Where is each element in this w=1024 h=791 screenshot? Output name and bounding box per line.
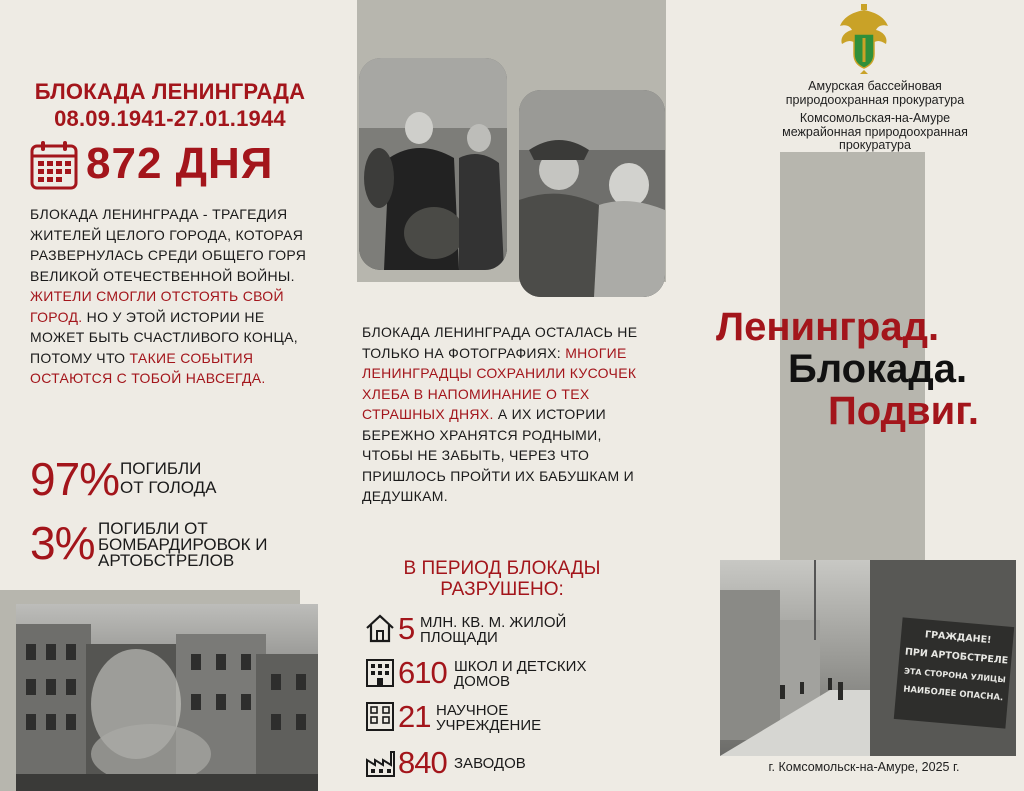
- destroyed-label-line1: ЗАВОДОВ: [454, 755, 526, 772]
- institution-building-icon: [364, 700, 396, 732]
- intro-text-2: НО У ЭТОЙ ИСТОРИИ НЕ МОЖЕТ БЫТЬ СЧАСТЛИВОГО КОНЦА, ПОТОМУ ЧТО: [30, 308, 298, 366]
- stat-value: 3%: [30, 517, 95, 569]
- destroyed-item-schools: [364, 656, 654, 690]
- destroyed-label-line2: ДОМОВ: [454, 673, 510, 690]
- period-title-line2: РАЗРУШЕНО:: [440, 579, 564, 600]
- middle-highlight: МНОГИЕ ЛЕНИНГРАДЦЫ СОХРАНИЛИ КУСОЧЕК ХЛЕБА В НАПОМИНАНИЕ О ТЕХ СТРАШНЫХ ДНЯХ.: [362, 344, 637, 422]
- destroyed-label-line1: ШКОЛ И ДЕТСКИХ: [454, 658, 587, 675]
- slogan-line2: Блокада.: [788, 347, 968, 391]
- factory-icon: [364, 746, 396, 778]
- school-building-icon: [364, 656, 396, 688]
- destroyed-value: 610: [398, 655, 447, 690]
- org-name-2: [740, 112, 1010, 153]
- destroyed-value: 5: [398, 611, 415, 646]
- destroyed-label-line1: МЛН. КВ. М. ЖИЛОЙ: [420, 614, 567, 631]
- sign-line3: ЭТА СТОРОНА УЛИЦЫ: [903, 666, 1007, 685]
- destroyed-label-line1: НАУЧНОЕ: [436, 702, 509, 719]
- slogan-line3: Подвиг.: [828, 389, 979, 433]
- photo-street-warning-sign: [720, 560, 1016, 756]
- title: БЛОКАДА ЛЕНИНГРАДА: [34, 79, 306, 104]
- org-name-2-line2: межрайонная природоохранная: [782, 124, 968, 139]
- sign-line4: НАИБОЛЕЕ ОПАСНА.: [902, 684, 1004, 704]
- stat-label-line2: ОТ ГОЛОДА: [120, 478, 217, 497]
- days-counter: [30, 138, 320, 192]
- destroyed-item-housing: [364, 612, 654, 646]
- footer-caption: г. Комсомольск-на-Амуре, 2025 г.: [768, 760, 960, 774]
- middle-text-2: А ИХ ИСТОРИИ БЕРЕЖНО ХРАНЯТСЯ РОДНЫМИ, ЧТОБЫ НЕ ЗАБЫТЬ, ЧЕРЕЗ ЧТО ПРИШЛОСЬ ПРОЙТИ ИХ БАБУШКАМ И ДЕДУШКАМ.: [362, 406, 635, 504]
- middle-paragraph: [362, 322, 652, 507]
- stat-label-line1: ПОГИБЛИ ОТ: [98, 519, 208, 538]
- sign-line2: ПРИ АРТОБСТРЕЛЕ: [904, 646, 1009, 667]
- destroyed-item-institutions: [364, 700, 654, 734]
- org-name-2-line1: Комсомольская-на-Амуре: [799, 111, 951, 125]
- destroyed-label-line2: ПЛОЩАДИ: [420, 629, 498, 646]
- days-count: 872 ДНЯ: [86, 139, 274, 188]
- destroyed-label-line2: УЧРЕЖДЕНИЕ: [436, 717, 542, 734]
- destroyed-value: 840: [398, 745, 447, 780]
- photo-soldiers-embrace: [519, 90, 665, 297]
- intro-highlight-2: ТАКИЕ СОБЫТИЯ ОСТАЮТСЯ С ТОБОЙ НАВСЕГДА.: [30, 349, 266, 386]
- stat-bombing: [30, 517, 310, 572]
- stat-hunger: [30, 453, 290, 506]
- dates: 08.09.1941-27.01.1944: [54, 106, 286, 131]
- intro-highlight-1: ЖИТЕЛИ СМОГЛИ ОТСТОЯТЬ СВОЙ ГОРОД.: [30, 288, 284, 325]
- org-name-1-line2: природоохранная прокуратура: [785, 92, 965, 107]
- org-name-1: [740, 80, 1010, 107]
- title-block: [30, 78, 310, 132]
- middle-text-1: БЛОКАДА ЛЕНИНГРАДА ОСТАЛАСЬ НЕ ТОЛЬКО НА ФОТОГРАФИЯХ:: [362, 324, 638, 361]
- photo-women-walking: [359, 58, 507, 270]
- destroyed-item-factories: [364, 746, 654, 780]
- period-title-line1: В ПЕРИОД БЛОКАДЫ: [403, 558, 601, 579]
- emblem-logo: [836, 4, 892, 74]
- intro-paragraph: [30, 204, 315, 389]
- warning-sign: [898, 624, 1012, 725]
- org-name-1-line1: Амурская бассейновая: [808, 79, 942, 93]
- stat-label-line2: БОМБАРДИРОВОК И: [98, 535, 268, 554]
- period-title: [362, 558, 642, 600]
- stat-value: 97%: [30, 453, 120, 505]
- slogan-line1: Ленинград.: [716, 305, 940, 349]
- photo-ruined-building: [16, 604, 318, 791]
- slogan: [690, 306, 1020, 432]
- stat-label-line3: АРТОБСТРЕЛОВ: [98, 551, 235, 570]
- house-icon: [364, 612, 396, 644]
- calendar-icon: [30, 140, 78, 190]
- sign-line1: ГРАЖДАНЕ!: [924, 629, 992, 647]
- destroyed-value: 21: [398, 699, 431, 734]
- stat-label-line1: ПОГИБЛИ: [120, 459, 202, 478]
- org-name-2-line3: прокуратура: [839, 138, 911, 152]
- intro-text-1: БЛОКАДА ЛЕНИНГРАДА - ТРАГЕДИЯ ЖИТЕЛЕЙ ЦЕЛОГО ГОРОДА, КОТОРАЯ РАЗВЕРНУЛАСЬ СРЕДИ ОБЩЕГО ГОРЯ ВЕЛИКОЙ ОТЕЧЕСТВЕННОЙ ВОЙНЫ.: [30, 206, 307, 284]
